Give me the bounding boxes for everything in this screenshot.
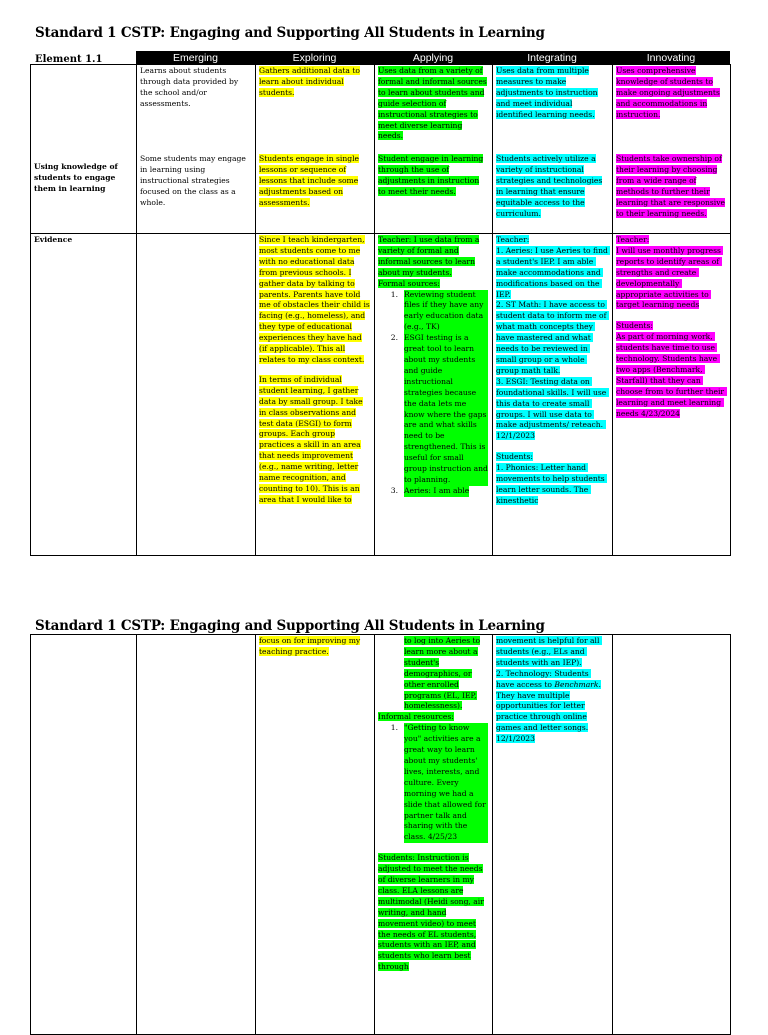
list-item: [378, 333, 488, 486]
exploring-text-1: Gathers additional data to learn about individual students.: [259, 66, 360, 97]
evidence-exploring-text-2: In terms of individual student learning, I gather data by small group. I take in class observations and test data (ESGI) to form groups. Each group practices a skill in an area that needs improvement (e.g., name writing, letter name recognition, and counting to 10). This is an area that I would like to: [259, 374, 363, 504]
evidence-innovating-teacher: Teacher: I will use monthly progress reports to identify areas of strengths and create developmentally appropriate activities to target learning needs: [616, 235, 723, 309]
evidence-integrating-cell: [493, 234, 613, 556]
exploring-cell: [256, 635, 375, 1035]
applying-text-1: Uses data from a variety of formal and informal sources to learn about students and guide selection of instructional strategies to meet diverse learning needs.: [378, 66, 487, 141]
element-label: Element 1.1: [35, 54, 103, 65]
evidence-innovating-students: Students: As part of morning work, students have time to use technology. Students have two apps (Benchmark, Starfall) that they can choose from to further their learning and meet learning needs 4/23/2024: [616, 321, 727, 417]
informal-sources-list: [378, 723, 488, 843]
evidence-innovating-cell: [613, 234, 731, 556]
evidence-integrating-teacher: Teacher: 1. Aeries: I use Aeries to find a student's IEP. I am able make accommodations and modifications based on the IEP. 2. ST Math: I have access to student data to inform me of what math concepts they have mastered and what needs to be reviewed in small group or a whole group math talk. 3. ESGI: Testing data on foundational skills. I will use this data to create small groups. I will use data to make adjustments/ reteach. 12/1/2023: [496, 235, 610, 440]
applying-continued-text: to log into Aeries to learn more about a student's demographics, or other enrolled programs (EL, IEP, homelessness).: [404, 636, 481, 711]
applying-text-2: Student engage in learning through the use of adjustments in instruction to meet their needs.: [378, 154, 484, 196]
emerging-cell: [137, 635, 256, 1035]
row-label-cell: [31, 65, 137, 234]
emerging-text-2: Some students may engage in learning using instructional strategies focused on the class as a whole.: [140, 154, 246, 207]
integrating-text-1: Uses data from multiple measures to make adjustments to instruction and meet individual identified learning needs.: [496, 66, 598, 119]
exploring-continued-text: focus on for improving my teaching practice.: [259, 636, 361, 656]
integrating-continued-text: movement is helpful for all students (e.g., ELs and students with an IEP). 2. Technology: Students have access to: [496, 636, 602, 689]
exploring-text-2: Students engage in single lessons or sequence of lessons that include some adjustments based on assessments.: [259, 154, 360, 207]
innovating-text-1: Uses comprehensive knowledge of students to make ongoing adjustments and accommodations in instruction.: [616, 66, 720, 119]
list-text: ESGI testing is a great tool to learn about my students and guide instructional strategies because the data lets me know where the gaps are and what skills need to be strengthened. This is useful for small group instruction and to planning.: [404, 333, 488, 484]
evidence-applying-cell: [375, 234, 493, 556]
list-item: [378, 723, 488, 843]
header-emerging: Emerging: [136, 51, 255, 64]
applying-students-text: Students: Instruction is adjusted to meet the needs of diverse learners in my class. ELA lessons are multimodal (Heidi song, air writing, and hand movement video) to meet the needs of EL students, students with an IEP, and students who learn best through: [378, 853, 484, 972]
list-number: 1.: [390, 723, 398, 733]
evidence-integrating-students: Students: 1. Phonics: Letter hand movements to help students learn letter sounds. The kinesthetic: [496, 452, 607, 505]
evidence-label: Evidence: [34, 235, 73, 244]
rubric-table: [30, 64, 731, 556]
innovating-cell: [613, 635, 731, 1035]
page-title: Standard 1 CSTP: Engaging and Supporting All Students in Learning: [35, 25, 545, 41]
list-number: 1.: [390, 289, 398, 299]
evidence-exploring-cell: [256, 234, 375, 556]
benchmark-italic: Benchmark: [554, 679, 599, 689]
emerging-text-1: Learns about students through data provided by the school and/or assessments.: [140, 66, 239, 108]
evidence-applying-intro: Teacher: I use data from a variety of formal and informal sources to learn about my students.: [378, 235, 480, 277]
header-exploring: Exploring: [255, 51, 374, 64]
evidence-row-continued: [31, 635, 731, 1035]
page-2: [0, 600, 768, 1024]
integrating-text-2: Students actively utilize a variety of instructional strategies and technologies in learning that ensure equitable access to the curriculum.: [496, 154, 603, 218]
row-label: Using knowledge of students to engage them in learning: [34, 162, 118, 193]
evidence-label-cell: [31, 234, 137, 556]
exploring-cell: [256, 65, 375, 234]
page-title: Standard 1 CSTP: Engaging and Supporting All Students in Learning: [35, 618, 545, 634]
list-item: [378, 290, 488, 334]
rubric-table-continued: [30, 634, 731, 1035]
list-number: 2.: [390, 333, 398, 343]
informal-resources-label: Informal resources:: [378, 712, 454, 722]
formal-sources-list: [378, 290, 488, 497]
list-item: [378, 486, 488, 497]
header-integrating: Integrating: [492, 51, 612, 64]
emerging-cell: [137, 65, 256, 234]
evidence-exploring-text-1: Since I teach kindergarten, most students come to me with no educational data from previous schools. I gather data by talking to parents. Parents have told me of obstacles their child is facing (e.g., homeless), and they type of educational experiences they have had (if applicable). This all relates to my class context.: [259, 235, 370, 364]
rubric-row: [31, 65, 731, 234]
integrating-cell: [493, 65, 613, 234]
integrating-continued-text-2: . They have multiple opportunities for letter practice through online games and letter songs. 12/1/2023: [496, 679, 601, 744]
evidence-row: [31, 234, 731, 556]
list-text: "Getting to know you" activities are a great way to learn about my students' lives, interests, and culture. Every morning we had a slide that allowed for partner talk and sharing with the class. 4/25/23: [404, 723, 488, 843]
evidence-emerging-cell: [137, 234, 256, 556]
applying-cell: [375, 65, 493, 234]
header-innovating: Innovating: [612, 51, 730, 64]
header-applying: Applying: [374, 51, 492, 64]
applying-cell: [375, 635, 493, 1035]
label-cell: [31, 635, 137, 1035]
innovating-text-2: Students take ownership of their learning by choosing from a wide range of methods to further their learning that are responsive to their learning needs.: [616, 154, 726, 218]
innovating-cell: [613, 65, 731, 234]
list-text: Aeries: I am able: [404, 485, 470, 495]
evidence-applying-formal-label: Formal sources:: [378, 278, 440, 288]
list-number: 3.: [390, 485, 398, 495]
integrating-cell: [493, 635, 613, 1035]
list-text: Reviewing student files if they have any early education data (e.g., TK): [404, 290, 488, 334]
